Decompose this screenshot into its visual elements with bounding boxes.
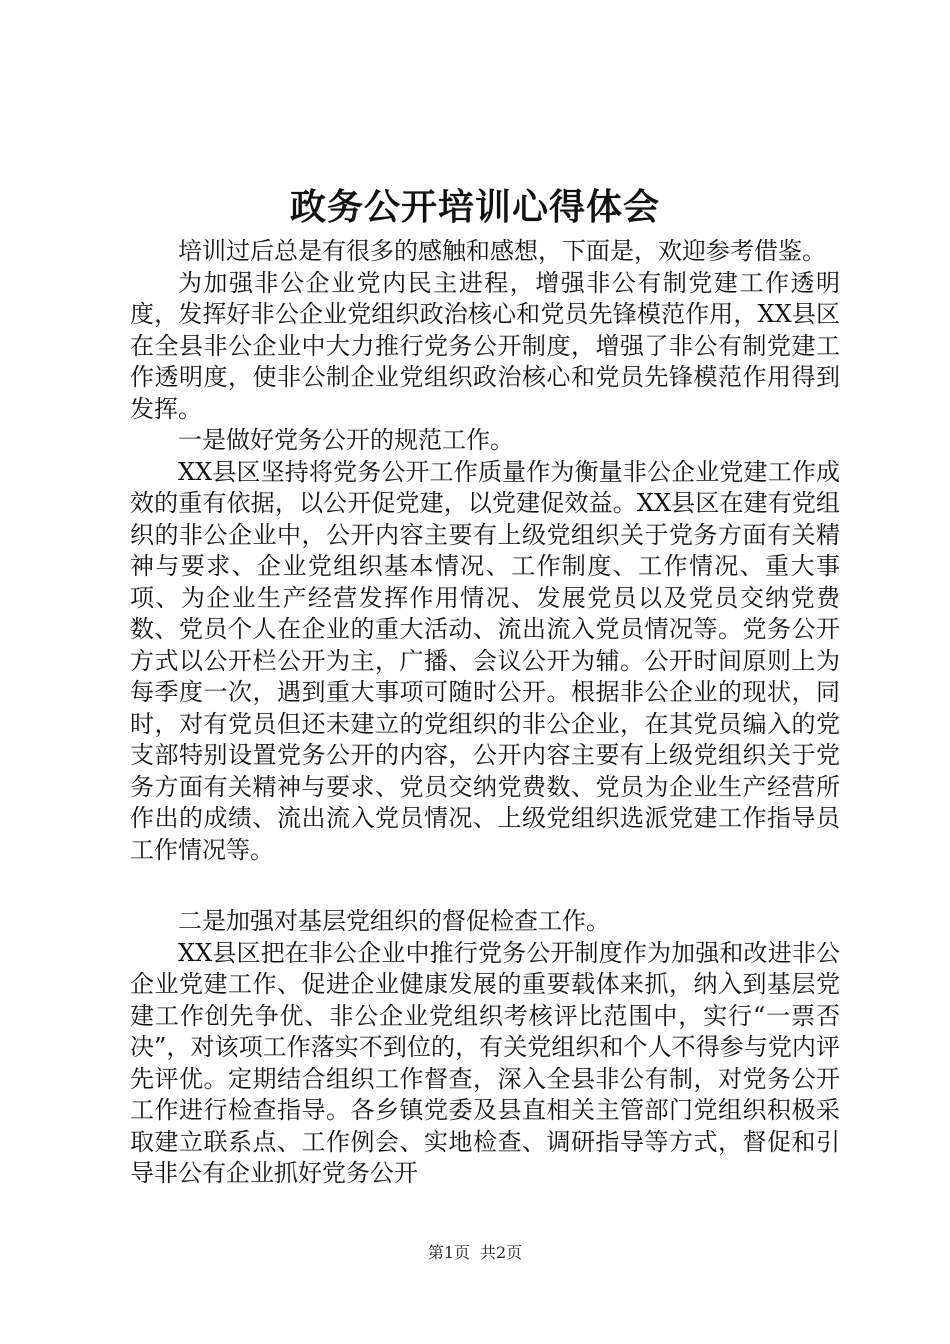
body-paragraph: XX县区把在非公企业中推行党务公开制度作为加强和改进非公企业党建工作、促进企业健康发展的重要载体来抓，纳入到基层党建工作创先争优、非公企业党组织考核评比范围中，实行“一票否决”，对该项工作落实不到位的，有关党组织和个人不得参与党内评先评优。定期结合组织工作督查，深入全县非公有制，对党务公开工作进行检查指导。各乡镇党委及县直相关主管部门党组织积极采取建立联系点、工作例会、实地检查、调研指导等方式，督促和引导非公有企业抓好党务公开 <box>130 938 840 1187</box>
page-footer <box>0 1242 950 1264</box>
section-heading: 一是做好党务公开的规范工作。 <box>178 426 514 454</box>
section-heading: 二是加强对基层党组织的督促检查工作。 <box>178 907 610 935</box>
paragraph-spacer <box>130 866 840 906</box>
body-paragraph: XX县区坚持将党务公开工作质量作为衡量非公企业党建工作成效的重有依据，以公开促党建，以党建促效益。XX县区在建有党组织的非公企业中，公开内容主要有上级党组织关于党务方面有关精神与要求、企业党组织基本情况、工作制度、工作情况、重大事项、为企业生产经营发挥作用情况、发展党员以及党员交纳党费数、党员个人在企业的重大活动、流出流入党员情况等。党务公开方式以公开栏公开为主，广播、会议公开为辅。公开时间原则上为每季度一次，遇到重大事项可随时公开。根据非公企业的现状，同时，对有党员但还未建立的党组织的非公企业，在其党员编入的党支部特别设置党务公开的内容，公开内容主要有上级党组织关于党务方面有关精神与要求、党员交纳党费数、党员为企业生产经营所作出的成绩、流出流入党员情况、上级党组织选派党建工作指导员工作情况等。 <box>130 457 840 864</box>
document-body <box>130 236 840 1190</box>
body-paragraph: 培训过后总是有很多的感触和感想，下面是，欢迎参考借鉴。 <box>178 237 826 265</box>
page-number: 第1页 <box>427 1243 470 1262</box>
page-total: 共2页 <box>480 1243 523 1262</box>
document-title: 政务公开培训心得体会 <box>289 187 660 228</box>
body-paragraph: 为加强非公企业党内民主进程，增强非公有制党建工作透明度，发挥好非公企业党组织政治核心和党员先锋模范作用，XX县区在全县非公企业中大力推行党务公开制度，增强了非公有制党建工作透明度，使非公制企业党组织政治核心和党员先锋模范作用得到发挥。 <box>130 268 840 423</box>
